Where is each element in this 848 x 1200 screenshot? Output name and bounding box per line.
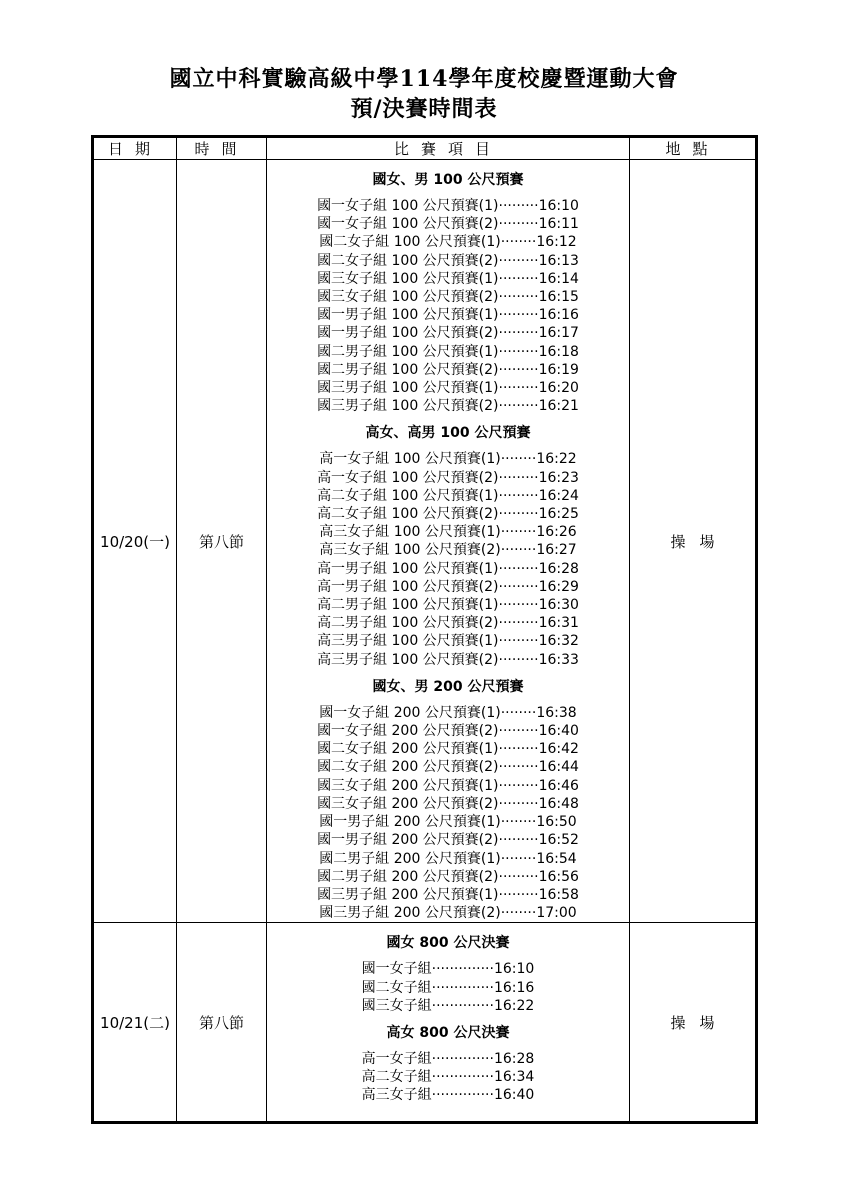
event-dots: ·········: [498, 289, 539, 306]
event-time: 17:00: [536, 905, 577, 922]
event-time: 16:15: [538, 289, 579, 306]
event-dots: ·········: [498, 578, 539, 595]
event-dots: ·········: [498, 506, 539, 523]
event-line: [267, 777, 629, 795]
event-name: 國三女子組: [361, 997, 432, 1014]
event-time: 16:10: [493, 961, 535, 978]
events-cell: [267, 160, 630, 923]
event-name: 國三女子組 100 公尺預賽(1): [317, 270, 499, 287]
event-line: [267, 831, 629, 849]
event-line: [267, 722, 629, 740]
event-line: [267, 904, 629, 922]
event-dots: ·········: [498, 723, 539, 740]
event-line: [267, 578, 629, 596]
event-time: 16:12: [536, 234, 577, 251]
event-line: [267, 523, 629, 541]
event-line: [267, 1050, 629, 1068]
event-name: 高一男子組 100 公尺預賽(2): [317, 578, 499, 595]
section-title: 國女 800 公尺決賽: [386, 935, 510, 952]
event-line: [267, 215, 629, 233]
event-name: 國二男子組 100 公尺預賽(2): [317, 361, 499, 378]
event-line: [267, 560, 629, 578]
event-line: [267, 850, 629, 868]
event-dots: ········: [500, 524, 537, 541]
section-title: 國女、男 100 公尺預賽: [372, 172, 524, 188]
event-dots: ········: [500, 704, 537, 721]
event-name: 國一女子組 200 公尺預賽(1): [319, 704, 501, 721]
venue-cell: 操場: [630, 160, 757, 923]
event-time: 16:24: [538, 487, 579, 504]
event-name: 國二女子組 100 公尺預賽(2): [317, 252, 499, 269]
event-time: 16:46: [538, 777, 579, 794]
event-dots: ·········: [498, 868, 539, 885]
event-line: [267, 450, 629, 468]
event-dots: ·········: [498, 469, 539, 486]
event-dots: ·········: [498, 270, 539, 287]
header-venue: 地點: [630, 137, 757, 160]
event-dots: ·········: [498, 832, 539, 849]
event-dots: ·········: [498, 198, 539, 214]
event-time: 16:27: [536, 542, 577, 559]
schedule-table: [91, 135, 758, 1124]
event-dots: ·········: [498, 398, 539, 415]
event-line: [267, 379, 629, 397]
event-line: [267, 324, 629, 342]
event-name: 高三女子組 100 公尺預賽(2): [319, 542, 501, 559]
event-name: 高三男子組 100 公尺預賽(2): [317, 651, 499, 668]
event-line: [267, 868, 629, 886]
event-time: 16:48: [538, 795, 579, 812]
event-dots: ··············: [431, 979, 494, 996]
event-name: 國一女子組 200 公尺預賽(2): [317, 723, 499, 740]
event-line: [267, 632, 629, 650]
event-dots: ········: [500, 542, 537, 559]
event-line: [267, 1086, 629, 1104]
document-title: 國立中科實驗高級中學114學年度校慶暨運動大會: [169, 66, 679, 92]
event-name: 國一男子組 200 公尺預賽(1): [319, 814, 501, 831]
event-dots: ··············: [431, 997, 494, 1014]
event-time: 16:29: [538, 578, 579, 595]
event-time: 16:40: [538, 723, 579, 740]
event-line: [267, 397, 629, 415]
event-line: [267, 614, 629, 632]
period-cell: 第八節: [177, 923, 267, 1123]
event-name: 國二女子組 200 公尺預賽(2): [317, 759, 499, 776]
event-dots: ··············: [431, 961, 494, 978]
event-line: [267, 651, 629, 669]
event-dots: ·········: [498, 252, 539, 269]
venue-cell: 操場: [630, 923, 757, 1123]
event-dots: ········: [500, 451, 537, 468]
event-dots: ·········: [498, 343, 539, 360]
event-time: 16:32: [538, 633, 579, 650]
event-dots: ··············: [431, 1050, 494, 1067]
event-name: 國三女子組 200 公尺預賽(2): [317, 795, 499, 812]
event-name: 國三男子組 200 公尺預賽(1): [317, 886, 499, 903]
header-row: [93, 137, 757, 160]
event-time: 16:22: [493, 997, 535, 1014]
event-name: 國二男子組 200 公尺預賽(2): [317, 868, 499, 885]
event-time: 16:31: [538, 615, 579, 632]
event-time: 16:28: [493, 1050, 535, 1067]
header-time: 時間: [177, 137, 267, 160]
event-time: 16:13: [538, 252, 579, 269]
event-line: [267, 361, 629, 379]
header-event: 比賽項目: [267, 137, 630, 160]
event-time: 16:11: [538, 216, 579, 233]
event-line: [267, 795, 629, 813]
date-cell: 10/21(二): [93, 923, 177, 1123]
event-line: [267, 1068, 629, 1086]
event-dots: ·········: [498, 325, 539, 342]
event-time: 16:16: [538, 307, 579, 324]
event-line: [267, 487, 629, 505]
section-title: 高女 800 公尺決賽: [386, 1024, 510, 1041]
event-name: 高一男子組 100 公尺預賽(1): [317, 560, 499, 577]
event-name: 高一女子組 100 公尺預賽(2): [317, 469, 499, 486]
event-time: 16:30: [538, 597, 579, 614]
event-dots: ·········: [498, 651, 539, 668]
day-row: [93, 160, 757, 923]
event-name: 國二男子組 200 公尺預賽(1): [319, 850, 501, 867]
event-time: 16:20: [538, 380, 579, 397]
event-dots: ··············: [431, 1069, 494, 1086]
event-dots: ·········: [498, 886, 539, 903]
event-dots: ········: [500, 234, 537, 251]
event-line: [267, 740, 629, 758]
event-time: 16:17: [538, 325, 579, 342]
event-dots: ·········: [498, 380, 539, 397]
event-name: 國二女子組 200 公尺預賽(1): [317, 741, 499, 758]
event-name: 國二女子組 100 公尺預賽(1): [319, 234, 501, 251]
event-name: 國三男子組 100 公尺預賽(1): [317, 380, 499, 397]
event-time: 16:50: [536, 814, 577, 831]
event-name: 國二男子組 100 公尺預賽(1): [317, 343, 499, 360]
section-title: 國女、男 200 公尺預賽: [372, 678, 524, 695]
event-dots: ·········: [498, 795, 539, 812]
event-dots: ·········: [498, 615, 539, 632]
event-dots: ·········: [498, 560, 539, 577]
event-time: 16:34: [493, 1069, 535, 1086]
event-time: 16:21: [538, 398, 579, 415]
event-name: 高三女子組 100 公尺預賽(1): [319, 524, 501, 541]
event-time: 16:58: [538, 886, 579, 903]
event-dots: ·········: [498, 777, 539, 794]
event-time: 16:26: [536, 524, 577, 541]
event-name: 國三男子組 200 公尺預賽(2): [319, 905, 501, 922]
event-line: [267, 343, 629, 361]
event-time: 16:38: [536, 704, 577, 721]
date-cell: 10/20(一): [93, 160, 177, 923]
event-name: 高二女子組 100 公尺預賽(2): [317, 506, 499, 523]
event-name: 國三女子組 200 公尺預賽(1): [317, 777, 499, 794]
event-time: 16:56: [538, 868, 579, 885]
event-name: 國三女子組 100 公尺預賽(2): [317, 289, 499, 306]
event-dots: ·········: [498, 597, 539, 614]
event-time: 16:40: [493, 1087, 535, 1104]
section-title: 高女、高男 100 公尺預賽: [365, 425, 531, 442]
event-time: 16:28: [538, 560, 579, 577]
event-line: [267, 505, 629, 523]
event-dots: ··············: [431, 1087, 494, 1104]
event-time: 16:16: [493, 979, 535, 996]
event-name: 高一女子組: [361, 1050, 432, 1067]
event-name: 高三男子組 100 公尺預賽(1): [317, 633, 499, 650]
event-line: [267, 233, 629, 251]
event-dots: ········: [500, 905, 537, 922]
event-line: [267, 886, 629, 904]
event-line: [267, 997, 629, 1015]
event-time: 16:10: [538, 198, 579, 214]
event-time: 16:54: [536, 850, 577, 867]
event-line: [267, 758, 629, 776]
event-line: [267, 813, 629, 831]
event-name: 高二男子組 100 公尺預賽(1): [317, 597, 499, 614]
event-time: 16:25: [538, 506, 579, 523]
event-name: 國一男子組 100 公尺預賽(1): [317, 307, 499, 324]
event-dots: ·········: [498, 741, 539, 758]
event-name: 高二女子組 100 公尺預賽(1): [317, 487, 499, 504]
event-name: 國一女子組 100 公尺預賽(2): [317, 216, 499, 233]
event-time: 16:19: [538, 361, 579, 378]
event-dots: ········: [500, 814, 537, 831]
event-name: 國一男子組 200 公尺預賽(2): [317, 832, 499, 849]
event-time: 16:42: [538, 741, 579, 758]
event-line: [267, 596, 629, 614]
event-name: 國一女子組 100 公尺預賽(1): [317, 198, 499, 214]
event-line: [267, 270, 629, 288]
event-line: [267, 197, 629, 215]
events-cell: [267, 923, 630, 1123]
event-name: 高二女子組: [361, 1069, 432, 1086]
event-name: 高三女子組: [361, 1087, 432, 1104]
event-dots: ·········: [498, 487, 539, 504]
event-name: 國三男子組 100 公尺預賽(2): [317, 398, 499, 415]
event-time: 16:33: [538, 651, 579, 668]
event-time: 16:22: [536, 451, 577, 468]
event-line: [267, 288, 629, 306]
event-time: 16:14: [538, 270, 579, 287]
event-line: [267, 469, 629, 487]
event-time: 16:18: [538, 343, 579, 360]
event-name: 高二男子組 100 公尺預賽(2): [317, 615, 499, 632]
header-date: 日期: [93, 137, 177, 160]
event-dots: ·········: [498, 361, 539, 378]
event-name: 高一女子組 100 公尺預賽(1): [319, 451, 501, 468]
event-line: [267, 704, 629, 722]
event-time: 16:23: [538, 469, 579, 486]
event-dots: ·········: [498, 759, 539, 776]
event-time: 16:44: [538, 759, 579, 776]
event-dots: ········: [500, 850, 537, 867]
event-dots: ·········: [498, 307, 539, 324]
event-dots: ·········: [498, 216, 539, 233]
period-cell: 第八節: [177, 160, 267, 923]
event-time: 16:52: [538, 832, 579, 849]
event-line: [267, 541, 629, 559]
event-name: 國二女子組: [361, 979, 432, 996]
event-dots: ·········: [498, 633, 539, 650]
event-name: 國一女子組: [361, 961, 432, 978]
event-line: [267, 252, 629, 270]
document-subtitle: 預/決賽時間表: [350, 96, 498, 122]
event-line: [267, 960, 629, 978]
event-name: 國一男子組 100 公尺預賽(2): [317, 325, 499, 342]
event-line: [267, 979, 629, 997]
event-line: [267, 306, 629, 324]
day-row: [93, 923, 757, 1123]
